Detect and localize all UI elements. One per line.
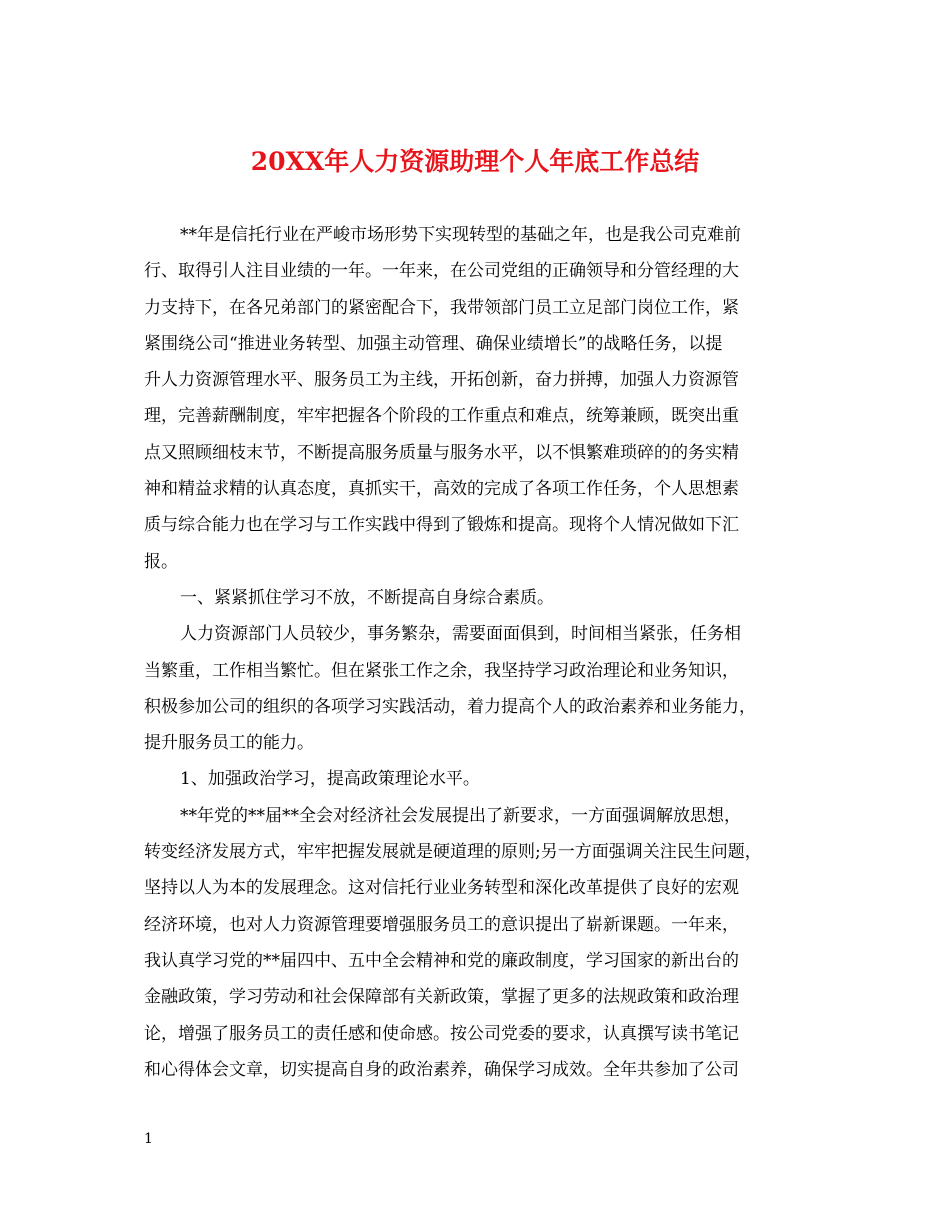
body-line: 金融政策，学习劳动和社会保障部有关新政策，掌握了更多的法规政策和政治理 (144, 987, 739, 1008)
document-title: 20XX年人力资源助理个人年底工作总结 (250, 147, 700, 176)
body-line: 质与综合能力也在学习与工作实践中得到了锻炼和提高。现将个人情况做如下汇 (144, 515, 739, 536)
body-line: 一、紧紧抓住学习不放，不断提高自身综合素质。 (180, 587, 554, 608)
body-line: 力支持下，在各兄弟部门的紧密配合下，我带领部门员工立足部门岗位工作，紧 (144, 297, 739, 318)
body-line: **年党的**届**全会对经济社会发展提出了新要求，一方面强调解放思想， (180, 805, 741, 826)
body-line: 经济环境，也对人力资源管理要增强服务员工的意识提出了崭新课题。一年来， (144, 914, 739, 935)
body-line: **年是信托行业在严峻市场形势下实现转型的基础之年，也是我公司克难前 (180, 225, 741, 245)
body-line: 神和精益求精的认真态度，真抓实干，高效的完成了各项工作任务，个人思想素 (144, 479, 739, 500)
body-line: 论，增强了服务员工的责任感和使命感。按公司党委的要求，认真撰写读书笔记 (144, 1023, 739, 1044)
body-line: 点又照顾细枝末节，不断提高服务质量与服务水平，以不惧繁难琐碎的的务实精 (144, 442, 739, 463)
body-line: 坚持以人为本的发展理念。这对信托行业业务转型和深化改革提供了良好的宏观 (144, 878, 739, 899)
body-line: 行、取得引人注目业绩的一年。一年来，在公司党组的正确领导和分管经理的大 (144, 261, 739, 282)
body-line: 和心得体会文章，切实提高自身的政治素养，确保学习成效。全年共参加了公司 (144, 1059, 739, 1080)
body-line: 人力资源部门人员较少，事务繁杂，需要面面俱到，时间相当紧张，任务相 (180, 624, 741, 645)
body-line: 紧围绕公司“推进业务转型、加强主动管理、确保业绩增长”的战略任务，以提 (144, 333, 723, 354)
page-number: 1 (144, 1131, 153, 1147)
body-line: 报。 (144, 551, 178, 572)
document-body (144, 217, 814, 1088)
body-line: 转变经济发展方式，牢牢把握发展就是硬道理的原则;另一方面强调关注民生问题， (144, 842, 762, 863)
body-line: 积极参加公司的组织的各项学习实践活动，着力提高个人的政治素养和业务能力， (144, 696, 756, 717)
body-line: 提升服务员工的能力。 (144, 733, 314, 754)
body-line: 我认真学习党的**届四中、五中全会精神和党的廉政制度，学习国家的新出台的 (144, 950, 739, 971)
body-line: 理，完善薪酬制度，牢牢把握各个阶段的工作重点和难点，统筹兼顾，既突出重 (144, 406, 739, 427)
body-line: 升人力资源管理水平、服务员工为主线，开拓创新，奋力拼搏，加强人力资源管 (144, 370, 739, 391)
body-line: 当繁重，工作相当繁忙。但在紧张工作之余，我坚持学习政治理论和业务知识， (144, 660, 739, 681)
body-line: 1、加强政治学习，提高政策理论水平。 (180, 769, 480, 790)
